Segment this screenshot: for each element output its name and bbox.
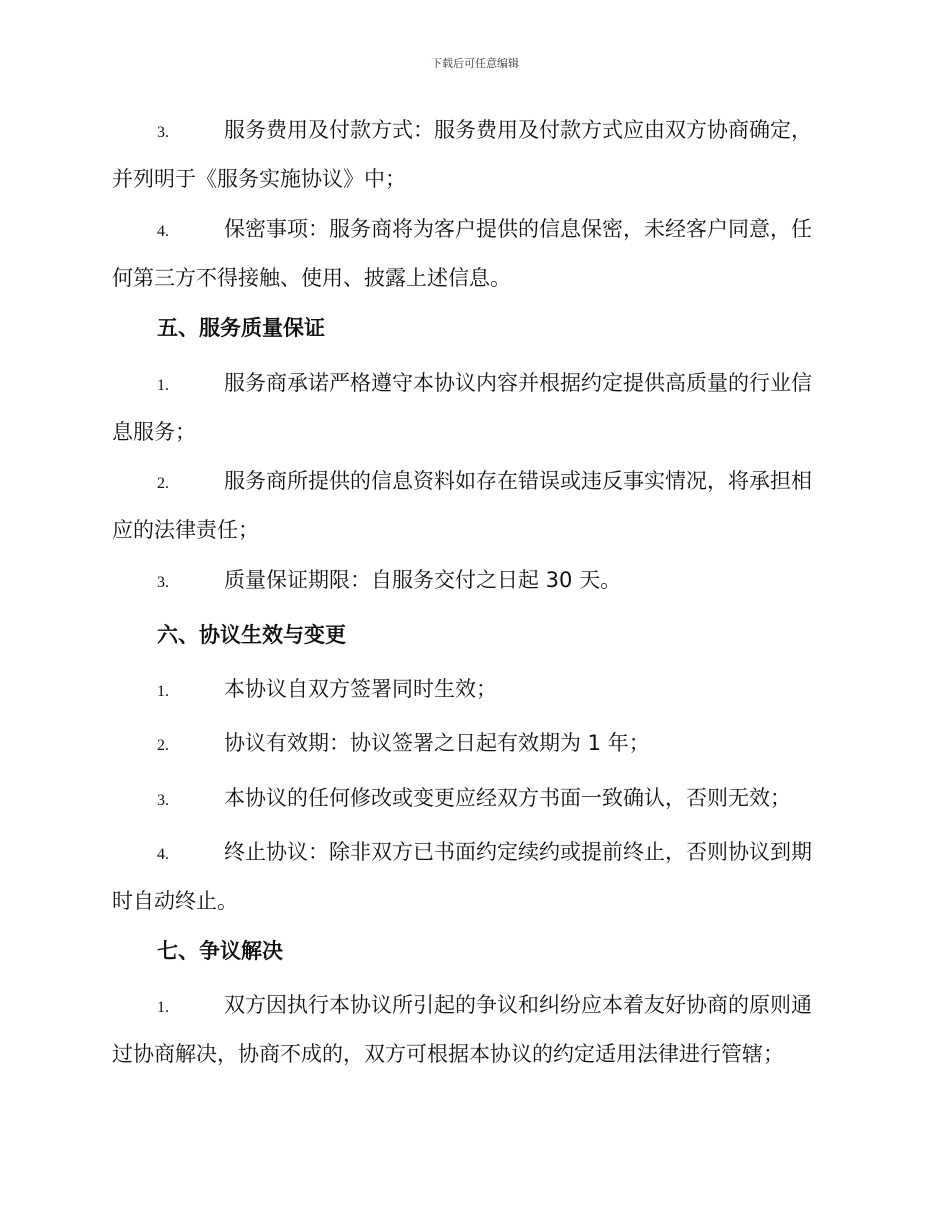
item-text-continued: 过协商解决，协商不成的，双方可根据本协议的约定适用法律进行管辖； bbox=[112, 1042, 784, 1066]
list-item bbox=[112, 107, 837, 202]
item-text: 协议有效期：协议签署之日起有效期为 1 年； bbox=[224, 731, 650, 755]
item-text: 双方因执行本协议所引起的争议和纠纷应本着友好协商的原则通 bbox=[224, 993, 812, 1017]
item-number: 2. bbox=[157, 737, 169, 754]
item-text-continued: 息服务； bbox=[112, 420, 196, 444]
item-number: 1. bbox=[157, 999, 169, 1016]
list-item bbox=[112, 360, 837, 455]
item-number: 3. bbox=[157, 124, 169, 141]
item-number: 1. bbox=[157, 377, 169, 394]
item-text-continued: 并列明于《服务实施协议》中； bbox=[112, 167, 406, 191]
item-text: 本协议自双方签署同时生效； bbox=[224, 677, 497, 701]
item-text: 服务商承诺严格遵守本协议内容并根据约定提供高质量的行业信 bbox=[224, 371, 812, 395]
page-header: 下载后可任意编辑 bbox=[431, 57, 519, 70]
section-heading: 五、服务质量保证 bbox=[157, 316, 325, 340]
list-item bbox=[112, 720, 837, 769]
section-heading: 六、协议生效与变更 bbox=[157, 623, 346, 647]
item-number: 1. bbox=[157, 683, 169, 700]
item-text: 本协议的任何修改或变更应经双方书面一致确认，否则无效； bbox=[224, 786, 791, 810]
item-number: 3. bbox=[157, 792, 169, 809]
item-text-continued: 时自动终止。 bbox=[112, 889, 238, 913]
item-text-continued: 何第三方不得接触、使用、披露上述信息。 bbox=[112, 266, 511, 290]
item-text: 质量保证期限：自服务交付之日起 30 天。 bbox=[224, 568, 622, 592]
item-text: 服务商所提供的信息资料如存在错误或违反事实情况，将承担相 bbox=[224, 469, 812, 493]
item-number: 4. bbox=[157, 846, 169, 863]
list-item bbox=[112, 982, 837, 1077]
list-item bbox=[112, 666, 837, 715]
item-number: 2. bbox=[157, 475, 169, 492]
item-text: 服务费用及付款方式：服务费用及付款方式应由双方协商确定， bbox=[224, 118, 812, 142]
item-number: 4. bbox=[157, 223, 169, 240]
list-item bbox=[112, 206, 837, 301]
list-item bbox=[112, 829, 837, 924]
list-item bbox=[112, 557, 837, 606]
item-text-continued: 应的法律责任； bbox=[112, 518, 259, 542]
item-number: 3. bbox=[157, 574, 169, 591]
list-item bbox=[112, 458, 837, 553]
item-text: 保密事项：服务商将为客户提供的信息保密，未经客户同意，任 bbox=[224, 217, 812, 241]
section-heading: 七、争议解决 bbox=[157, 939, 283, 963]
list-item bbox=[112, 775, 837, 824]
item-text: 终止协议：除非双方已书面约定续约或提前终止，否则协议到期 bbox=[224, 840, 812, 864]
